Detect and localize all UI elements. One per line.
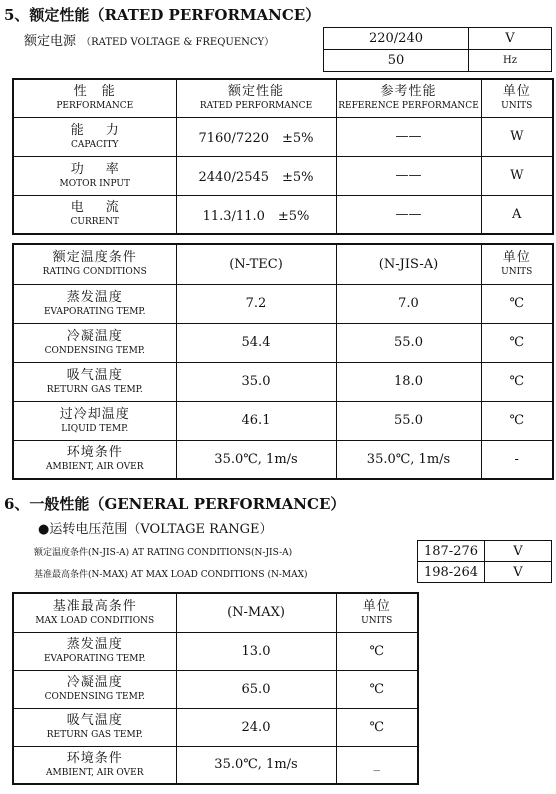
n-max-value: 65.0 — [176, 670, 336, 708]
row-label: 环境条件 AMBIENT, AIR OVER — [13, 440, 176, 479]
table-row — [13, 156, 553, 195]
unit-value: ℃ — [481, 401, 553, 440]
unit-value: ℃ — [336, 708, 418, 746]
table-row — [13, 117, 553, 156]
n-jis-a-value: 18.0 — [336, 362, 481, 401]
table-row — [13, 670, 418, 708]
range-label-rating: 额定温度条件(N-JIS-A) AT RATING CONDITIONS(N-JIS-A) — [34, 548, 293, 558]
rated-value: 11.3/11.0 ±5% — [176, 195, 336, 234]
table-row — [13, 284, 553, 323]
unit-value: ℃ — [336, 670, 418, 708]
voltage-range-title: ●运转电压范围（VOLTAGE RANGE） — [38, 522, 273, 537]
voltage-range-table — [417, 540, 552, 583]
table-row — [418, 562, 552, 583]
frequency-value: 50 — [324, 50, 469, 72]
table-row — [13, 195, 553, 234]
header-rating-conditions: 额定温度条件 RATING CONDITIONS — [13, 244, 176, 284]
n-tec-value: 35.0℃, 1m/s — [176, 440, 336, 479]
header-reference: 参考性能 REFERENCE PERFORMANCE — [336, 79, 481, 117]
range-value: 187-276 — [418, 541, 485, 562]
voltage-unit: V — [469, 28, 552, 50]
n-jis-a-value: 7.0 — [336, 284, 481, 323]
n-tec-value: 7.2 — [176, 284, 336, 323]
header-rated: 额定性能 RATED PERFORMANCE — [176, 79, 336, 117]
header-units: 单位 UNITS — [481, 79, 553, 117]
frequency-unit: Hz — [469, 50, 552, 72]
n-tec-value: 54.4 — [176, 323, 336, 362]
n-jis-a-value: 35.0℃, 1m/s — [336, 440, 481, 479]
header-max-load-conditions: 基准最高条件 MAX LOAD CONDITIONS — [13, 593, 176, 632]
reference-value: —— — [336, 156, 481, 195]
unit-value: A — [481, 195, 553, 234]
range-value: 198-264 — [418, 562, 485, 583]
rating-conditions-table — [12, 243, 554, 480]
rated-value: 2440/2545 ±5% — [176, 156, 336, 195]
row-label: 冷凝温度 CONDENSING TEMP. — [13, 323, 176, 362]
section-6-title: 6、一般性能（GENERAL PERFORMANCE） — [4, 495, 346, 513]
n-max-value: 13.0 — [176, 632, 336, 670]
n-max-value: 24.0 — [176, 708, 336, 746]
table-row — [13, 401, 553, 440]
reference-value: —— — [336, 117, 481, 156]
row-label: 吸气温度 RETURN GAS TEMP. — [13, 362, 176, 401]
table-row — [13, 708, 418, 746]
table-row — [418, 541, 552, 562]
unit-value: W — [481, 156, 553, 195]
performance-table — [12, 78, 554, 235]
n-tec-value: 35.0 — [176, 362, 336, 401]
header-n-max: (N-MAX) — [176, 593, 336, 632]
row-label: 蒸发温度 EVAPORATING TEMP. — [13, 284, 176, 323]
row-label: 能力 CAPACITY — [13, 117, 176, 156]
max-load-conditions-table — [12, 592, 419, 785]
unit-value: ℃ — [481, 284, 553, 323]
unit-value: ℃ — [336, 632, 418, 670]
header-n-tec: (N-TEC) — [176, 244, 336, 284]
rated-value: 7160/7220 ±5% — [176, 117, 336, 156]
table-row — [13, 362, 553, 401]
unit-value: W — [481, 117, 553, 156]
header-units: 单位 UNITS — [336, 593, 418, 632]
row-label: 电流 CURRENT — [13, 195, 176, 234]
table-row — [13, 632, 418, 670]
range-unit: V — [485, 541, 552, 562]
section-5-title: 5、额定性能（RATED PERFORMANCE） — [4, 6, 321, 24]
table-row — [13, 746, 418, 784]
n-jis-a-value: 55.0 — [336, 323, 481, 362]
unit-value: _ — [336, 746, 418, 784]
row-label: 吸气温度 RETURN GAS TEMP. — [13, 708, 176, 746]
table-header-row — [13, 593, 418, 632]
rated-power-label-cn: 额定电源 — [24, 34, 77, 49]
table-row — [13, 323, 553, 362]
voltage-value: 220/240 — [324, 28, 469, 50]
unit-value: ℃ — [481, 362, 553, 401]
header-units: 单位 UNITS — [481, 244, 553, 284]
header-performance: 性 能 PERFORMANCE — [13, 79, 176, 117]
rated-power-label-en: （RATED VOLTAGE & FREQUENCY） — [81, 37, 275, 48]
rated-power-label — [24, 30, 274, 49]
unit-value: ℃ — [481, 323, 553, 362]
n-tec-value: 46.1 — [176, 401, 336, 440]
reference-value: —— — [336, 195, 481, 234]
row-label: 功率 MOTOR INPUT — [13, 156, 176, 195]
range-unit: V — [485, 562, 552, 583]
n-jis-a-value: 55.0 — [336, 401, 481, 440]
row-label: 冷凝温度 CONDENSING TEMP. — [13, 670, 176, 708]
row-label: 蒸发温度 EVAPORATING TEMP. — [13, 632, 176, 670]
row-label: 环境条件 AMBIENT, AIR OVER — [13, 746, 176, 784]
header-n-jis-a: (N-JIS-A) — [336, 244, 481, 284]
range-label-max: 基准最高条件(N-MAX) AT MAX LOAD CONDITIONS (N-MAX) — [34, 570, 308, 580]
row-label: 过冷却温度 LIQUID TEMP. — [13, 401, 176, 440]
table-header-row — [13, 79, 553, 117]
table-row — [13, 440, 553, 479]
table-header-row — [13, 244, 553, 284]
rated-power-table — [323, 27, 552, 72]
n-max-value: 35.0℃, 1m/s — [176, 746, 336, 784]
unit-value: - — [481, 440, 553, 479]
